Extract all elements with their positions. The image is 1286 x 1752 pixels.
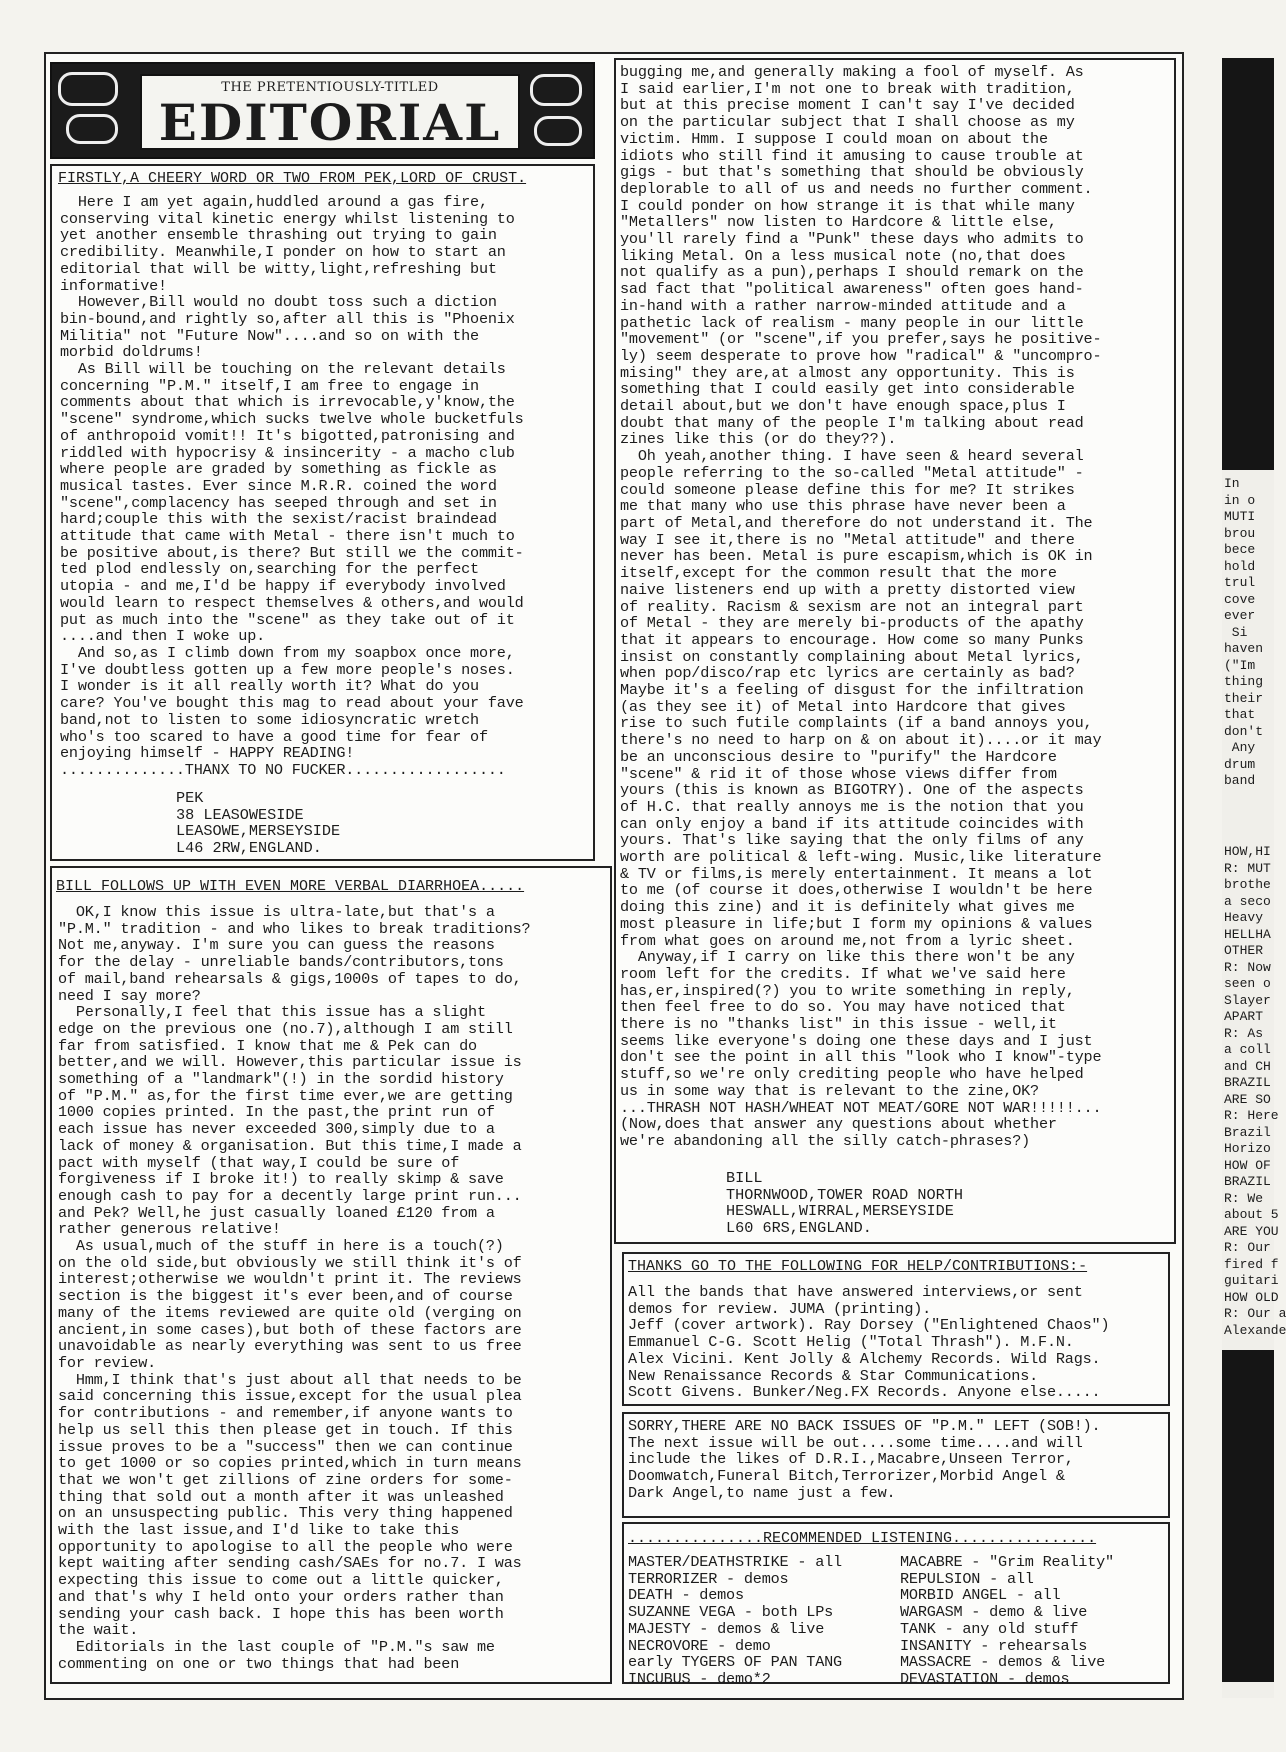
- continued-body: bugging me,and generally making a fool of myself. As I said earlier,I'm not one to break with tradition, but at this precise moment I can't say I've decided on the particular subject that I shall choose as my victim. Hmm. I suppose I could moan on about the idiots who still find it amusing to cause trouble at gigs - but that's something that should be obviously deplorable to all of us and needs no further comment. I could ponder on how strange it is that while many "Metallers" now listen to Hardcore & little else, you'll rarely find a "Punk" these days who admits to liking Metal. On a less musical note (no,that does not qualify as a pun),perhaps I should remark on the sad fact that "political awareness" often goes hand- in-hand with a rather narrow-minded attitude and a pathetic lack of realism - many people in our little "movement" (or "scene",if you prefer,says he positive- ly) seem desperate to prove how "radical" & "uncompro- mising" they are,at almost any opportunity. This is something that I could easily get into considerable detail about,but we don't have enough space,plus I doubt that many of the people I'm talking about read zines like this (or do they??). Oh yeah,another thing. I have seen & heard several people referring to the so-called "Metal attitude" - could someone please define this for me? It strikes me that many who use this phrase have never been a part of Metal,and therefore do not understand it. The way I see it,there is no "Metal attitude" and there never has been. Metal is pure escapism,which is OK in itself,except for the common result that the more naive listeners end up with a pretty distorted view of reality. Racism & sexism are not an integral part of Metal - they are merely bi-products of the apathy that it appears to encourage. How come so many Punks insist on constantly complaining about Metal lyrics, when pop/disco/rap etc lyrics are certainly as bad? Maybe it's a feeling of disgust for the infiltration (as they see it) of Metal into Hardcore that gives rise to such futile complaints (if a band annoys you, there's no need to harp on & on about it)....or it may be an unconscious desire to "purify" the Hardcore "scene" & rid it of those whose views differ from yours (this is known as BIGOTRY). One of the aspects of H.C. that really annoys me is the notion that you can only enjoy a band if its attitude coincides with yours. That's like saying that the only films of any worth are political & left-wing. Music,like literature & TV or films,is merely entertainment. It means a lot to me (of course it does,otherwise I wouldn't be here doing this zine) and it is definitely what gives me most pleasure in life;but I form my opinions & values from what goes on around me,not from a lyric sheet. Anyway,if I carry on like this there won't be any room left for the credits. If what we've said here has,er,inspired(?) you to write something in reply, then feel free to do so. You may have noticed that there is no "thanks list" in this issue - well,it seems like everyone's doing one these days and I just don't see the point in all this "look who I know"-type stuff,so we're only crediting people who have helped us in some way that is relevant to the zine,OK? ...THRASH NOT HASH/WHEAT NOT MEAT/GORE NOT WAR!!!!!... (Now,does that answer any questions about whether we're abandoning all the silly catch-phrases?): [620, 63, 1102, 1150]
- ornament-swirl: [534, 116, 582, 146]
- masthead-title: EDITORIAL: [158, 93, 502, 152]
- back-issues-body: SORRY,THERE ARE NO BACK ISSUES OF "P.M." LEFT (SOB!). The next issue will be out....some time....and will include the likes of D.R.I.,Macabre,Unseen Terror, Doomwatch,Funeral Bitch,Terrorizer,Morbid Angel & Dark Angel,to name just a few.: [628, 1417, 1101, 1502]
- recommended-heading: ...............RECOMMENDED LISTENING................: [628, 1530, 1097, 1547]
- pek-body: Here I am yet again,huddled around a gas fire, conserving vital kinetic energy whilst listening to yet another ensemble thrashing out trying to gain credibility. Meanwhile,I ponder on how to start an editorial that will be witty,light,refreshing but informative! However,Bill would no doubt toss such a diction bin-bound,and rightly so,after all this is "Phoenix Militia" not "Future Now"....and so on with the morbid doldrums! As Bill will be touching on the relevant details concerning "P.M." itself,I am free to engage in comments about that which is irrevocable,y'know,the "scene" syndrome,which sucks twelve whole bucketfuls of anthropoid vomit!! It's bigotted,patronising and riddled with hypocrisy & insincerity - a macho club where people are graded by something as fickle as musical tastes. Ever since M.R.R. coined the word "scene",complacency has seeped through and set in hard;couple this with the sexist/racist braindead attitude that came with Metal - there isn't much to be positive about,is there? But still we the commit- ted plod endlessly on,searching for the perfect utopia - and me,I'd be happy if everybody involved would learn to respect themselves & others,and would put as much into the "scene" as they take out of it ....and then I woke up. And so,as I climb down from my soapbox once more, I've doubtless gotten up a few more people's noses. I wonder is it all really worth it? What do you care? You've bought this mag to read about your fave band,not to listen to some idiosyncratic wretch who's too scared to have a good time for fear of enjoying himself - HAPPY READING! ..............THANX TO NO FUCKER..................: [60, 193, 524, 779]
- adjacent-page-artwork: [1222, 58, 1274, 470]
- ornament-swirl: [66, 114, 118, 144]
- adjacent-fragment-b: HOW,HI R: MUT brothe a seco Heavy HELLHA OTHER R: Now seen o Slayer APART R: As a coll and CH BRAZIL ARE SO R: Here Brazil Horizo HOW OF BRAZIL R: We about 5 ARE YOU R: Our fired f guitari HOW OLD R: Our a Alexande: [1224, 844, 1286, 1338]
- bill-body: OK,I know this issue is ultra-late,but that's a "P.M." tradition - and who likes to break traditions? Not me,anyway. I'm sure you can guess the reasons for the delay - unreliable bands/contributors,tons of mail,band rehearsals & gigs,1000s of tapes to do, need I say more? Personally,I feel that this issue has a slight edge on the previous one (no.7),although I am still far from satisfied. I know that me & Pek can do better,and we will. However,this particular issue is something of a "landmark"(!) in the sordid history of "P.M." as,for the first time ever,we are getting 1000 copies printed. In the past,the print run of each issue has never exceeded 300,simply due to a lack of money & organisation. But this time,I made a pact with myself (that way,I could be sure of forgiveness if I broke it!) to really skimp & save enough cash to pay for a decently large print run... and Pek? Well,he just casually loaned £120 from a rather generous relative! As usual,much of the stuff in here is a touch(?) on the old side,but obviously we still think it's of interest;otherwise we wouldn't print it. The reviews section is the biggest it's ever been,and of course many of the items reviewed are quite old (verging on ancient,in some cases),but both of these factors are unavoidable as nearly everything was sent to us free for review. Hmm,I think that's just about all that needs to be said concerning this issue,except for the usual plea for contributions - and remember,if anyone wants to help us sell this then please get in touch. If this issue proves to be a "success" then we can continue to get 1000 or so copies printed,which in turn means that we won't get zillions of zine orders for some- thing that sold out a month after it was unleashed on an unsuspecting public. This very thing happened with the last issue,and I'd like to take this opportunity to apologise to all the people who were kept waiting after sending cash/SAEs for no.7. I was expecting this issue to come out a little quicker, and that's why I held onto your orders rather than sending your cash back. I hope this has been worth the wait. Editorials in the last couple of "P.M."s saw me commenting on one or two things that had been: [58, 903, 531, 1673]
- bill-heading: BILL FOLLOWS UP WITH EVEN MORE VERBAL DIARRHOEA.....: [56, 878, 525, 895]
- pek-editorial-box: [50, 164, 595, 861]
- continued-editorial-box: [614, 58, 1176, 1244]
- pek-heading: FIRSTLY,A CHEERY WORD OR TWO FROM PEK,LORD OF CRUST.: [58, 170, 527, 187]
- recommended-left-list: MASTER/DEATHSTRIKE - all TERRORIZER - demos DEATH - demos SUZANNE VEGA - both LPs MAJESTY - demos & live NECROVORE - demo early TYGERS OF PAN TANG INCUBUS - demo*2: [628, 1553, 842, 1688]
- ornament-swirl: [58, 72, 118, 106]
- bill-editorial-box: [50, 866, 612, 1684]
- editorial-masthead: [50, 62, 595, 159]
- recommended-right-list: MACABRE - "Grim Reality" REPULSION - all MORBID ANGEL - all WARGASM - demo & live TANK - any old stuff INSANITY - rehearsals MASSACRE - demos & live DEVASTATION - demos: [900, 1553, 1114, 1688]
- thanks-body: All the bands that have answered interviews,or sent demos for review. JUMA (printing). Jeff (cover artwork). Ray Dorsey ("Enlightened Chaos") Emmanuel C-G. Scott Helig ("Total Thrash"). M.F.N. Alex Vicini. Kent Jolly & Alchemy Records. Wild Rags. New Renaissance Records & Star Communications. Scott Givens. Bunker/Neg.FX Records. Anyone else.....: [628, 1283, 1110, 1402]
- adjacent-fragment-a: In in o MUTI brou bece hold trul cove ever Si haven ("Im thing their that don't Any drum band: [1224, 476, 1264, 788]
- masthead-panel: [140, 74, 520, 150]
- thanks-heading: THANKS GO TO THE FOLLOWING FOR HELP/CONTRIBUTIONS:-: [628, 1258, 1088, 1275]
- adjacent-page-artwork: [1222, 1350, 1274, 1682]
- masthead-subtitle: THE PRETENTIOUSLY-TITLED: [221, 80, 439, 95]
- pek-signature: PEK 38 LEASOWESIDE LEASOWE,MERSEYSIDE L46 2RW,ENGLAND.: [176, 789, 341, 858]
- recommended-listening-box: [622, 1522, 1170, 1688]
- back-issues-box: [622, 1412, 1170, 1518]
- thanks-box: [622, 1252, 1170, 1406]
- bill-signature: BILL THORNWOOD,TOWER ROAD NORTH HESWALL,WIRRAL,MERSEYSIDE L60 6RS,ENGLAND.: [726, 1169, 963, 1238]
- ornament-swirl: [530, 74, 582, 106]
